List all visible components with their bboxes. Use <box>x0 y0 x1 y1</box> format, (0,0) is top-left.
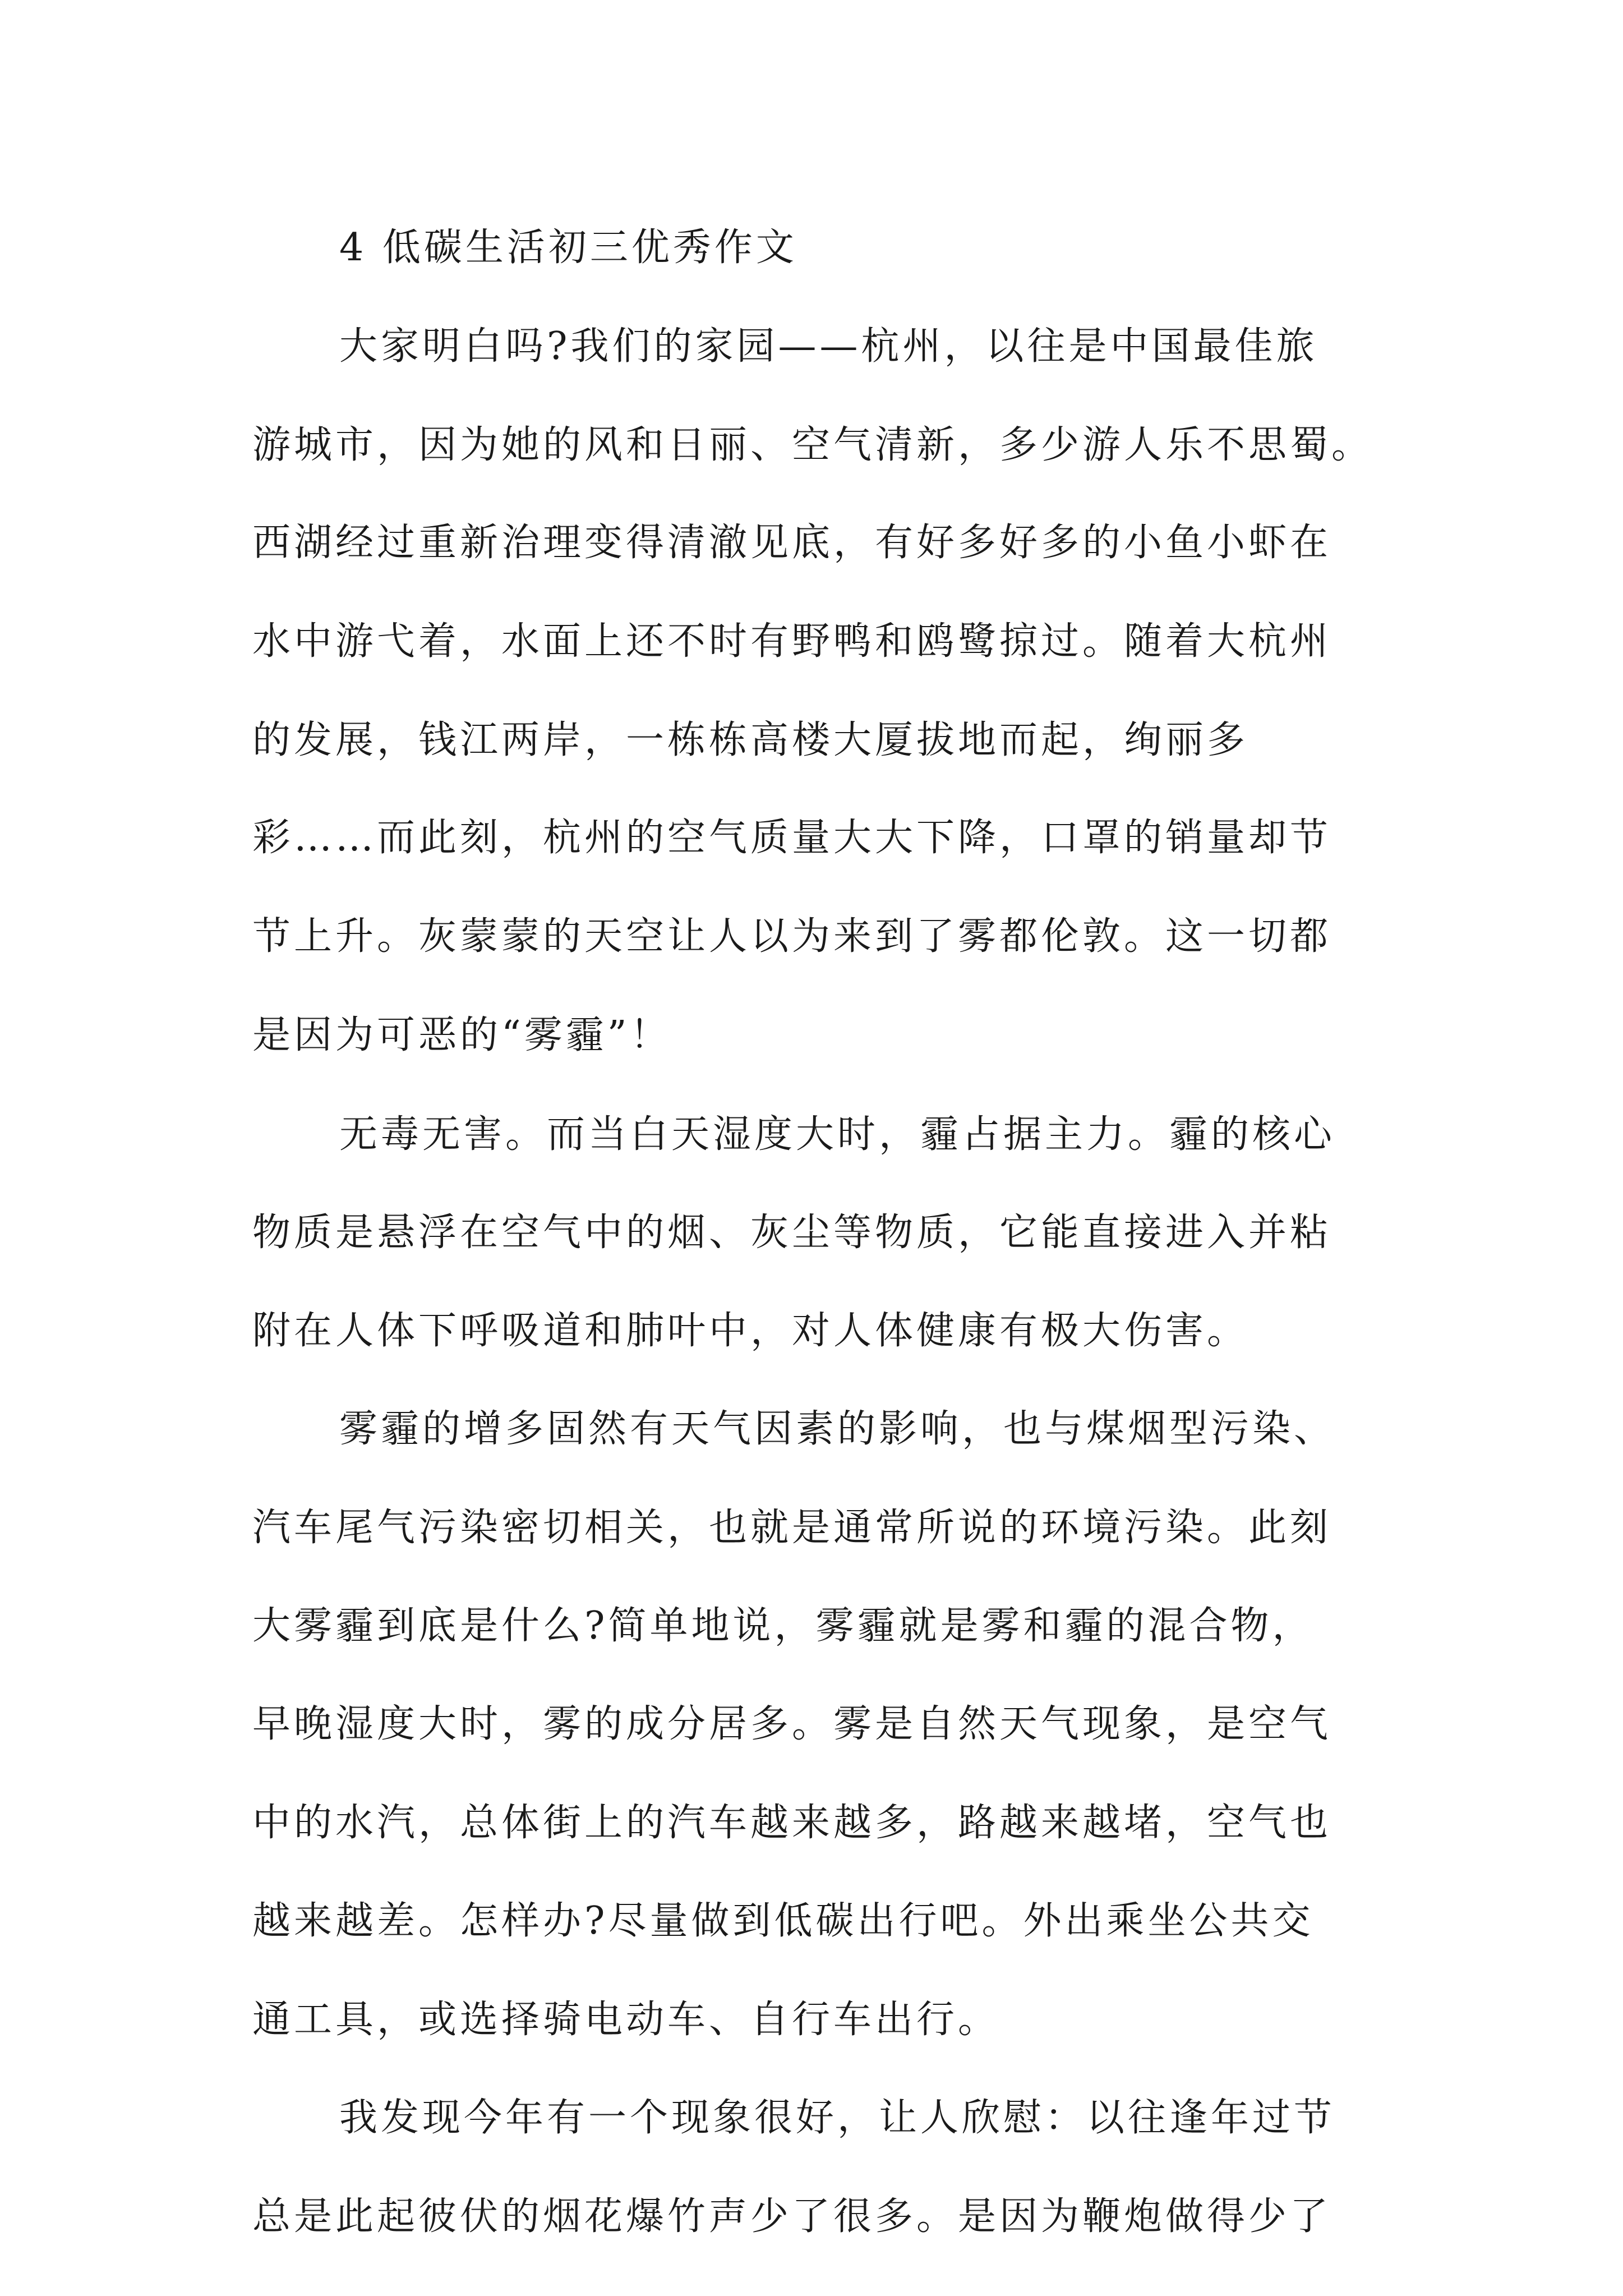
paragraph-line: 游城市，因为她的风和日丽、空气清新，多少游人乐不思蜀。 <box>252 423 1373 467</box>
paragraph-line: 物质是悬浮在空气中的烟、灰尘等物质，它能直接进入并粘 <box>252 1211 1332 1255</box>
paragraph-line: 水中游弋着，水面上还不时有野鸭和鸥鹭掠过。随着大杭州 <box>252 619 1332 664</box>
paragraph-line: 越来越差。怎样办?尽量做到低碳出行吧。外出乘坐公共交 <box>252 1899 1314 1943</box>
paragraph-line: 雾霾的增多固然有天气因素的影响，也与煤烟型污染、 <box>339 1407 1336 1451</box>
paragraph-line: 是因为可恶的“雾霾”！ <box>252 1013 672 1057</box>
paragraph-line: 大雾霾到底是什么?简单地说，雾霾就是雾和霾的混合物， <box>252 1604 1314 1648</box>
paragraph-line: 彩……而此刻，杭州的空气质量大大下降，口罩的销量却节 <box>252 816 1332 860</box>
paragraph-line: 附在人体下呼吸道和肺叶中，对人体健康有极大伤害。 <box>252 1309 1249 1353</box>
paragraph-line: 西湖经过重新治理变得清澈见底，有好多好多的小鱼小虾在 <box>252 521 1332 565</box>
paragraph-line: 节上升。灰蒙蒙的天空让人以为来到了雾都伦敦。这一切都 <box>252 914 1332 959</box>
paragraph-line: 总是此起彼伏的烟花爆竹声少了很多。是因为鞭炮做得少了 <box>252 2194 1332 2239</box>
paragraph-line: 大家明白吗?我们的家园——杭州，以往是中国最佳旅 <box>339 324 1318 369</box>
paragraph-line: 我发现今年有一个现象很好，让人欣慰：以往逢年过节 <box>339 2096 1336 2140</box>
paragraph-line: 早晚湿度大时，雾的成分居多。雾是自然天气现象，是空气 <box>252 1702 1332 1746</box>
document-title: 4 低碳生活初三优秀作文 <box>339 226 797 270</box>
paragraph-line: 无毒无害。而当白天湿度大时，霾占据主力。霾的核心 <box>339 1112 1336 1157</box>
paragraph-line: 中的水汽，总体街上的汽车越来越多，路越来越堵，空气也 <box>252 1801 1332 1845</box>
paragraph-line: 通工具，或选择骑电动车、自行车出行。 <box>252 1998 1000 2042</box>
paragraph-line: 汽车尾气污染密切相关，也就是通常所说的环境污染。此刻 <box>252 1506 1332 1550</box>
paragraph-line: 的发展，钱江两岸，一栋栋高楼大厦拔地而起，绚丽多 <box>252 718 1249 762</box>
